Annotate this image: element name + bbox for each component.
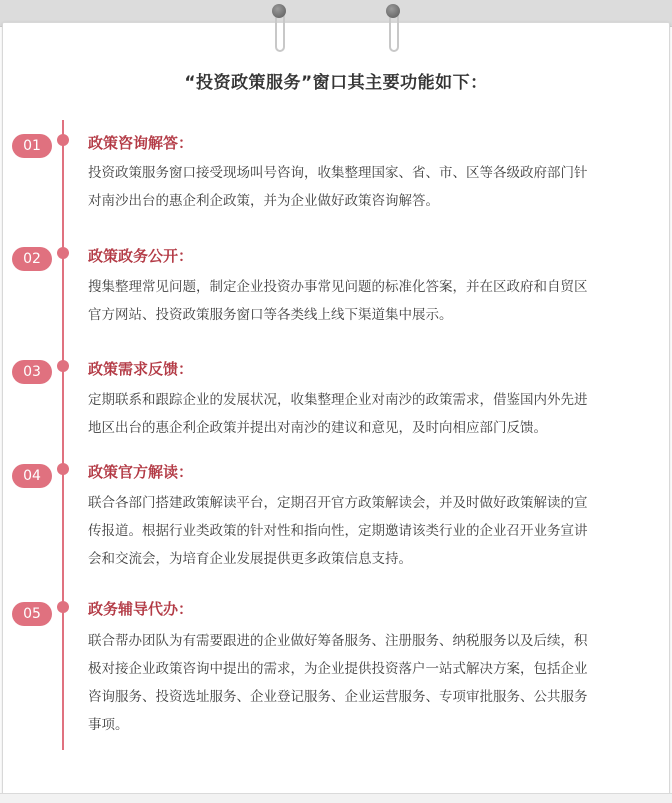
description-line: 对南沙出台的惠企利企政策，并为企业做好政策咨询解答。 bbox=[88, 193, 439, 209]
description-line: 官方网站、投资政策服务窗口等各类线上线下渠道集中展示。 bbox=[88, 307, 453, 323]
description-line: 定期联系和跟踪企业的发展状况，收集整理企业对南沙的政策需求，借鉴国内外先进 bbox=[88, 392, 588, 408]
description-line: 联合各部门搭建政策解读平台，定期召开官方政策解读会，并及时做好政策解读的宣 bbox=[88, 495, 588, 511]
item-description bbox=[88, 627, 648, 739]
item-heading: 政务辅导代办： bbox=[88, 600, 194, 618]
timeline-dot bbox=[57, 247, 69, 259]
item-heading: 政策官方解读： bbox=[88, 463, 194, 481]
item-heading: 政策需求反馈： bbox=[88, 360, 194, 378]
description-line: 搜集整理常见问题，制定企业投资办事常见问题的标准化答案，并在区政府和自贸区 bbox=[88, 279, 588, 295]
description-line: 咨询服务、投资选址服务、企业登记服务、企业运营服务、专项审批服务、公共服务 bbox=[88, 689, 588, 705]
binder-ring-icon bbox=[272, 4, 286, 48]
item-heading: 政策咨询解答： bbox=[88, 134, 194, 152]
timeline-dot bbox=[57, 134, 69, 146]
item-number-badge: 02 bbox=[12, 247, 52, 271]
description-line: 联合帮办团队为有需要跟进的企业做好筹备服务、注册服务、纳税服务以及后续，积 bbox=[88, 633, 588, 649]
item-description bbox=[88, 273, 648, 329]
timeline-dot bbox=[57, 360, 69, 372]
description-line: 会和交流会，为培育企业发展提供更多政策信息支持。 bbox=[88, 551, 412, 567]
item-description bbox=[88, 386, 648, 442]
item-number-badge: 05 bbox=[12, 602, 52, 626]
item-number-badge: 01 bbox=[12, 134, 52, 158]
description-line: 投资政策服务窗口接受现场叫号咨询，收集整理国家、省、市、区等各级政府部门针 bbox=[88, 165, 588, 181]
description-line: 传报道。根据行业类政策的针对性和指向性，定期邀请该类行业的企业召开业务宣讲 bbox=[88, 523, 588, 539]
timeline-dot bbox=[57, 601, 69, 613]
item-description bbox=[88, 159, 648, 215]
description-line: 事项。 bbox=[88, 717, 129, 733]
binder-ring-icon bbox=[386, 4, 400, 48]
item-heading: 政策政务公开： bbox=[88, 247, 194, 265]
description-line: 极对接企业政策咨询中提出的需求，为企业提供投资落户一站式解决方案，包括企业 bbox=[88, 661, 588, 677]
item-number-badge: 04 bbox=[12, 464, 52, 488]
page-title: “投资政策服务”窗口其主要功能如下： bbox=[184, 73, 488, 93]
description-line: 地区出台的惠企利企政策并提出对南沙的建议和意见，及时向相应部门反馈。 bbox=[88, 420, 547, 436]
item-number-badge: 03 bbox=[12, 360, 52, 384]
timeline-line bbox=[62, 120, 64, 750]
timeline-dot bbox=[57, 463, 69, 475]
item-description bbox=[88, 489, 648, 573]
